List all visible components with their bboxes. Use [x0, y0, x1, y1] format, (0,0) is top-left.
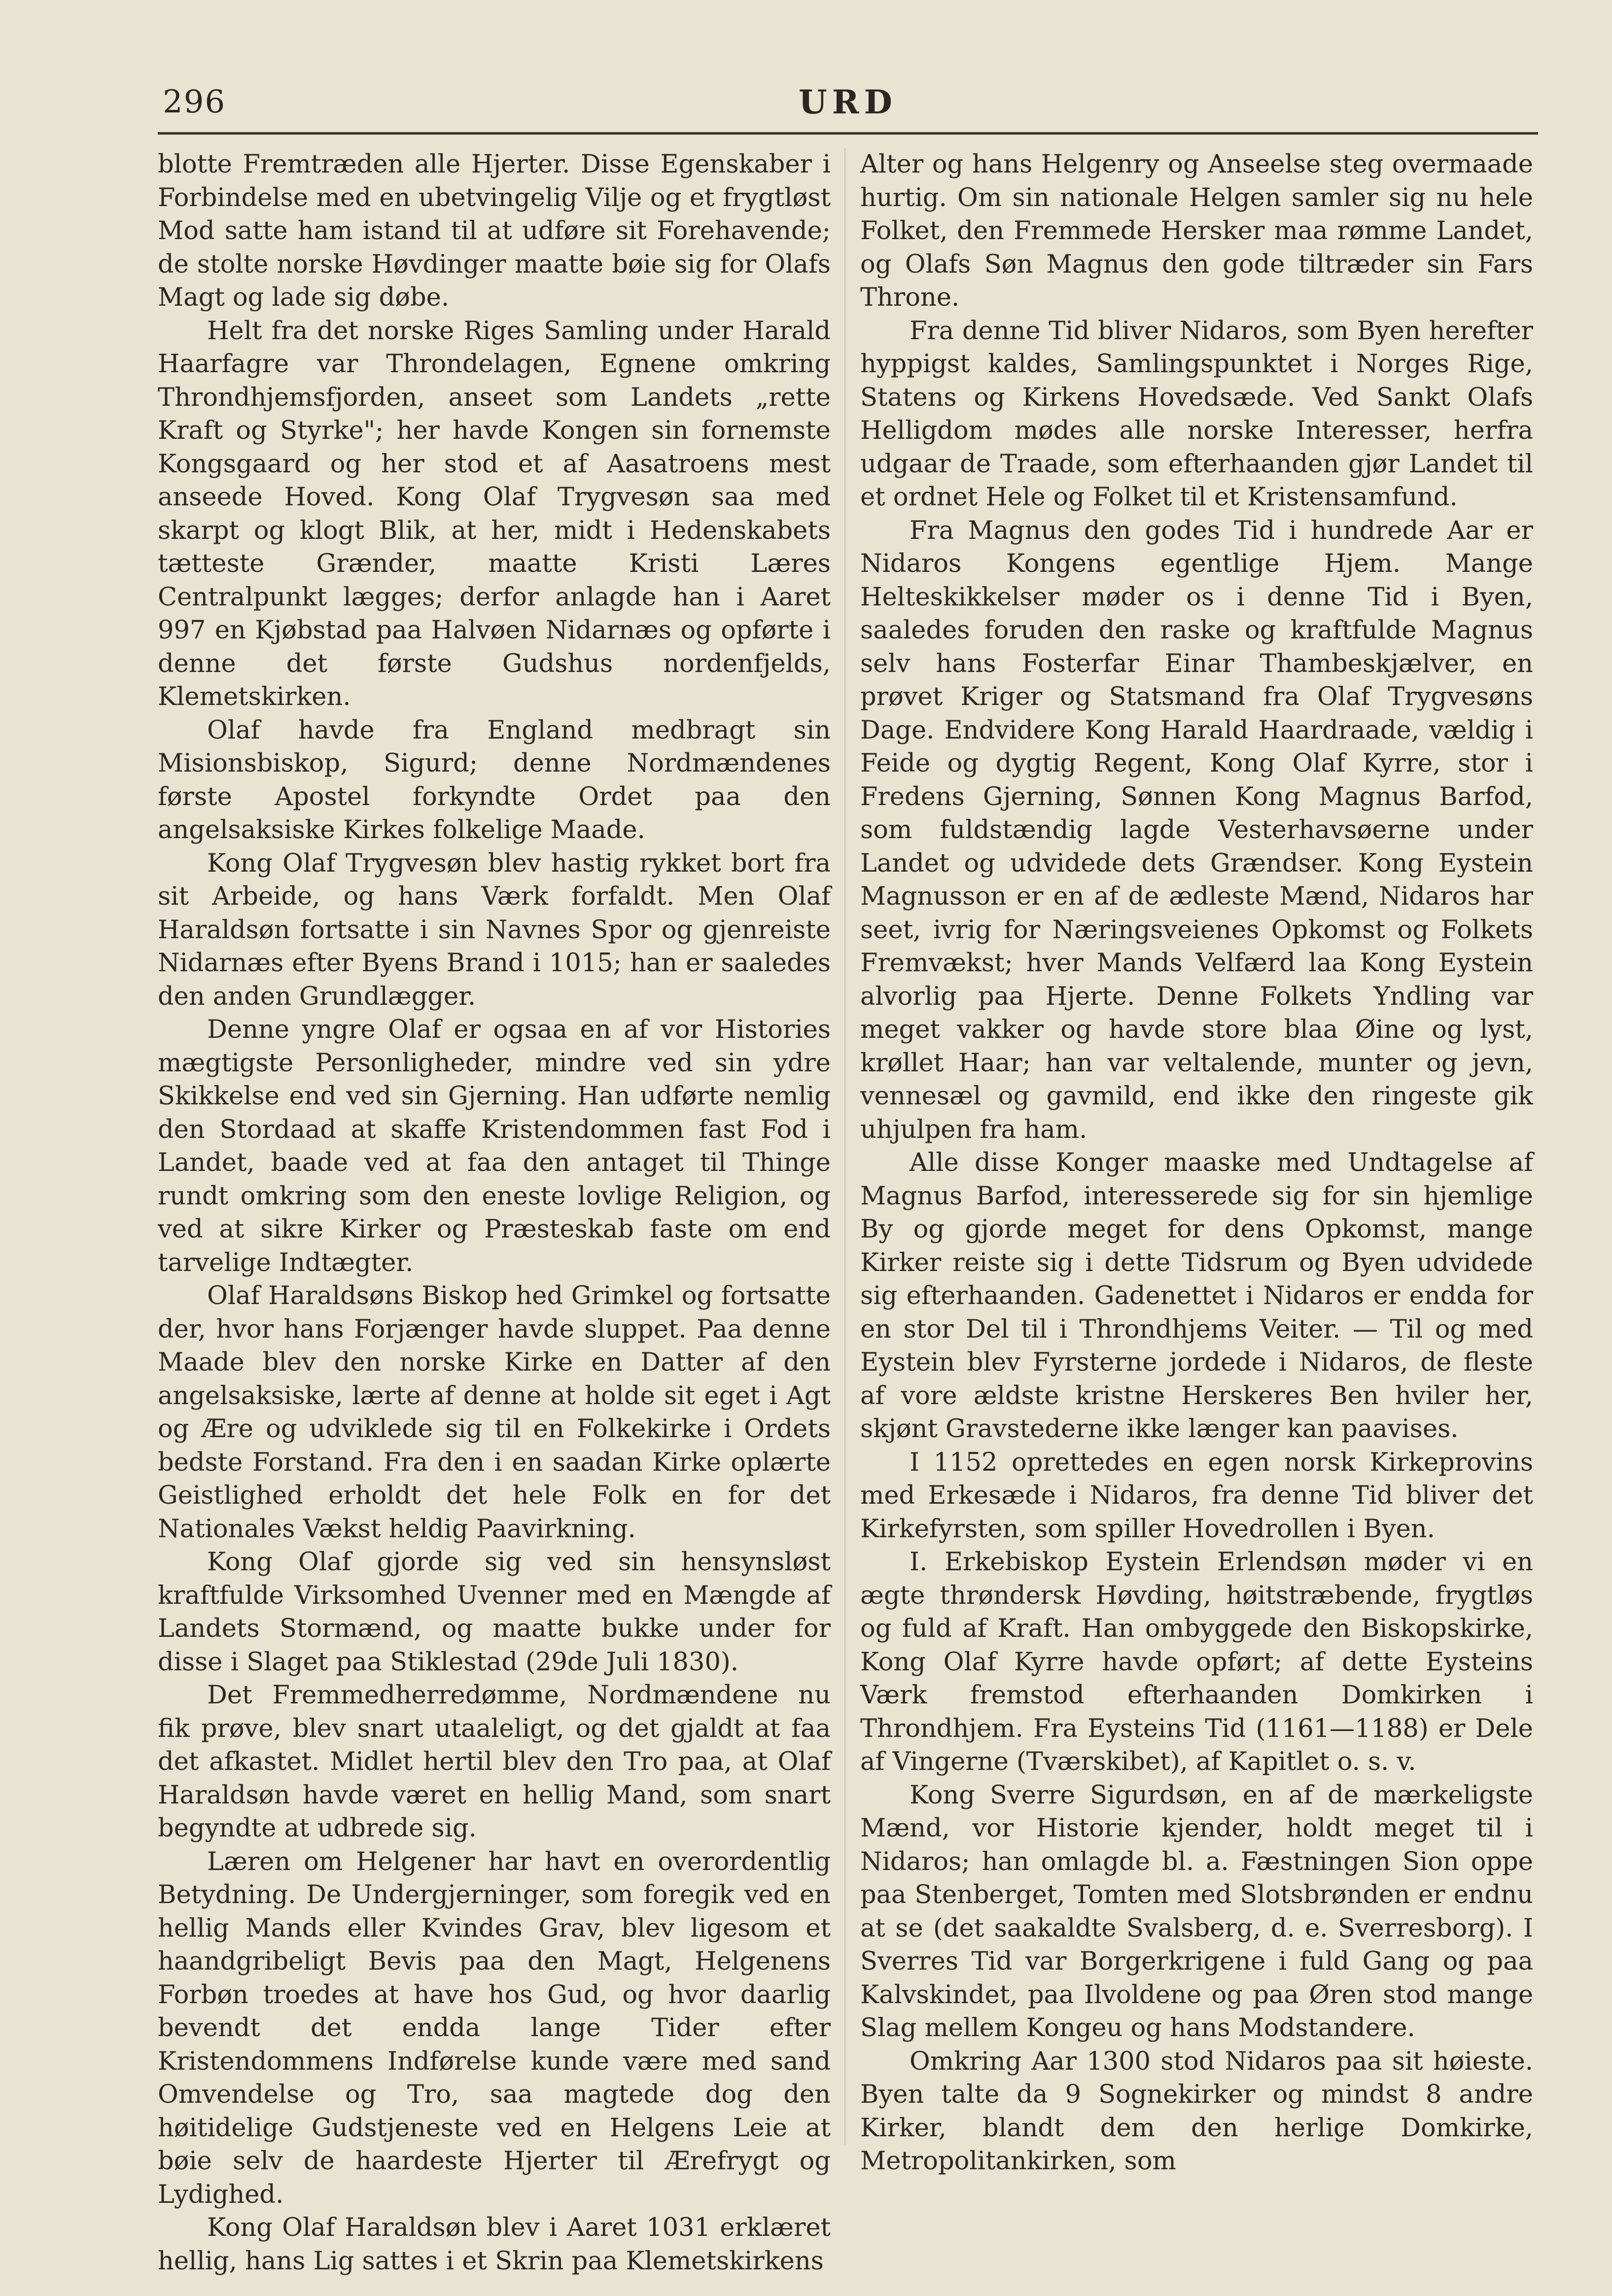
paragraph: Alle disse Konger maaske med Undtagelse af Magnus Barfod, interesserede sig for sin hjemlige By og gjorde meget for dens Opkomst, mange Kirker reiste sig i dette Tidsrum og Byen udvidede sig efterhaanden. Gadenettet i Nidaros er endda for en stor Del til i Throndhjems Veiter. — Til og med Eystein blev Fyrsterne jordede i Nidaros, de fleste af vore ældste kristne Herskeres Ben hviler her, skjønt Gravstederne ikke længer kan paavises.	[860, 1148, 1533, 1444]
paragraph: I. Erkebiskop Eystein Erlendsøn møder vi en ægte thrøndersk Høvding, høitstræbende, frygtløs og fuld af Kraft. Han ombyggede den Biskopskirke, Kong Olaf Kyrre havde opført; af dette Eysteins Værk fremstod efterhaanden Domkirken i Throndhjem. Fra Eysteins Tid (1161—1188) er Dele af Vingerne (Tværskibet), af Kapitlet o. s. v.	[860, 1548, 1533, 1776]
paragraph: Alter og hans Helgenry og Anseelse steg overmaade hurtig. Om sin nationale Helgen samler sig nu hele Folket, den Fremmede Hersker maa rømme Landet, og Olafs Søn Magnus den gode tiltræder sin Fars Throne.	[860, 150, 1533, 312]
running-header	[158, 74, 1538, 133]
paragraph: Olaf havde fra England medbragt sin Misionsbiskop, Sigurd; denne Nordmændenes første Apostel forkyndte Ordet paa den angelsaksiske Kirkes folkelige Maade.	[158, 715, 831, 845]
paragraph: Fra Magnus den godes Tid i hundrede Aar er Nidaros Kongens egentlige Hjem. Mange Helteskikkelser møder os i denne Tid i Byen, saaledes foruden den raske og kraftfulde Magnus selv hans Fosterfar Einar Thambeskjælver, en prøvet Kriger og Statsmand fra Olaf Trygvesøns Dage. Endvidere Kong Harald Haardraade, vældig i Feide og dygtig Regent, Kong Olaf Kyrre, stor i Fredens Gjerning, Sønnen Kong Magnus Barfod, som fuldstændig lagde Vesterhavsøerne under Landet og udvidede dets Grændser. Kong Eystein Magnusson er en af de ædleste Mænd, Nidaros har seet, ivrig for Næringsveienes Opkomst og Folkets Fremvækst; hver Mands Velfærd laa Kong Eystein alvorlig paa Hjerte. Denne Folkets Yndling var meget vakker og havde store blaa Øine og lyst, krøllet Haar; han var veltalende, munter og jevn, vennesæl og gavmild, end ikke den ringeste gik uhjulpen fra ham.	[860, 516, 1533, 1144]
paragraph: Kong Olaf Trygvesøn blev hastig rykket bort fra sit Arbeide, og hans Værk forfaldt. Men Olaf Haraldsøn fortsatte i sin Navnes Spor og gjenreiste Nidarnæs efter Byens Brand i 1015; han er saaledes den anden Grundlægger.	[158, 848, 831, 1011]
paragraph: Kong Sverre Sigurdsøn, en af de mærkeligste Mænd, vor Historie kjender, holdt meget til i Nidaros; han omlagde bl. a. Fæstningen Sion oppe paa Stenberget, Tomten med Slotsbrønden er endnu at se (det saakaldte Svalsberg, d. e. Sverresborg). I Sverres Tid var Borgerkrigene i fuld Gang og paa Kalvskindet, paa Ilvoldene og paa Øren stod mange Slag mellem Kongeu og hans Modstandere.	[860, 1780, 1533, 2043]
paragraph: Kong Olaf Haraldsøn blev i Aaret 1031 erklæret hellig, hans Lig sattes i et Skrin paa Klemetskirkens	[158, 2213, 831, 2276]
left-column	[158, 148, 831, 2278]
paragraph: blotte Fremtræden alle Hjerter. Disse Egenskaber i Forbindelse med en ubetvingelig Vilje og et frygtløst Mod satte ham istand til at udføre sit Forehavende; de stolte norske Høvdinger maatte bøie sig for Olafs Magt og lade sig døbe.	[158, 150, 831, 312]
paragraph: Denne yngre Olaf er ogsaa en af vor Histories mægtigste Personligheder, mindre ved sin ydre Skikkelse end ved sin Gjerning. Han udførte nemlig den Stordaad at skaffe Kristendommen fast Fod i Landet, baade ved at faa den antaget til Thinge rundt omkring som den eneste lovlige Religion, og ved at sikre Kirker og Præsteskab faste om end tarvelige Indtægter.	[158, 1015, 831, 1277]
header-rule	[158, 132, 1538, 135]
column-divider	[844, 148, 845, 2145]
running-title: URD	[799, 83, 897, 121]
paragraph: Olaf Haraldsøns Biskop hed Grimkel og fortsatte der, hvor hans Forjænger havde sluppet. Paa denne Maade blev den norske Kirke en Datter af den angelsaksiske, lærte af denne at holde sit eget i Agt og Ære og udviklede sig til en Folkekirke i Ordets bedste Forstand. Fra den i en saadan Kirke oplærte Geistlighed erholdt det hele Folk en for det Nationales Vækst heldig Paavirkning.	[158, 1281, 831, 1544]
paragraph: Helt fra det norske Riges Samling under Harald Haarfagre var Throndelagen, Egnene omkring Throndhjemsfjorden, anseet som Landets „rette Kraft og Styrke"; her havde Kongen sin fornemste Kongsgaard og her stod et af Aasatroens mest anseede Hoved. Kong Olaf Trygvesøn saa med skarpt og klogt Blik, at her, midt i Hedenskabets tætteste Grænder, maatte Kristi Læres Centralpunkt lægges; derfor anlagde han i Aaret 997 en Kjøbstad paa Halvøen Nidarnæs og opførte i denne det første Gudshus nordenfjelds, Klemetskirken.	[158, 316, 831, 711]
page-number: 296	[163, 84, 226, 120]
paragraph: Læren om Helgener har havt en overordentlig Betydning. De Undergjerninger, som foregik ved en hellig Mands eller Kvindes Grav, blev ligesom et haandgribeligt Bevis paa den Magt, Helgenens Forbøn troedes at have hos Gud, og hvor daarlig bevendt det endda lange Tider efter Kristendommens Indførelse kunde være med sand Omvendelse og Tro, saa magtede dog den høitidelige Gudstjeneste ved en Helgens Leie at bøie selv de haardeste Hjerter til Ærefrygt og Lydighed.	[158, 1847, 831, 2209]
paragraph: Fra denne Tid bliver Nidaros, som Byen herefter hyppigst kaldes, Samlingspunktet i Norges Rige, Statens og Kirkens Hovedsæde. Ved Sankt Olafs Helligdom mødes alle norske Interesser, herfra udgaar de Traade, som efterhaanden gjør Landet til et ordnet Hele og Folket til et Kristensamfund.	[860, 316, 1533, 512]
paragraph: Omkring Aar 1300 stod Nidaros paa sit høieste. Byen talte da 9 Sognekirker og mindst 8 andre Kirker, blandt dem den herlige Domkirke, Metropolitankirken, som	[860, 2047, 1533, 2176]
paragraph: I 1152 oprettedes en egen norsk Kirkeprovins med Erkesæde i Nidaros, fra denne Tid bliver det Kirkefyrsten, som spiller Hovedrollen i Byen.	[860, 1448, 1533, 1544]
paragraph: Kong Olaf gjorde sig ved sin hensynsløst kraftfulde Virksomhed Uvenner med en Mængde af Landets Stormænd, og maatte bukke under for disse i Slaget paa Stiklestad (29de Juli 1830).	[158, 1548, 831, 1677]
right-column	[860, 148, 1533, 2178]
paragraph: Det Fremmedherredømme, Nordmændene nu fik prøve, blev snart utaaleligt, og det gjaldt at faa det afkastet. Midlet hertil blev den Tro paa, at Olaf Haraldsøn havde været en hellig Mand, som snart begyndte at udbrede sig.	[158, 1681, 831, 1843]
